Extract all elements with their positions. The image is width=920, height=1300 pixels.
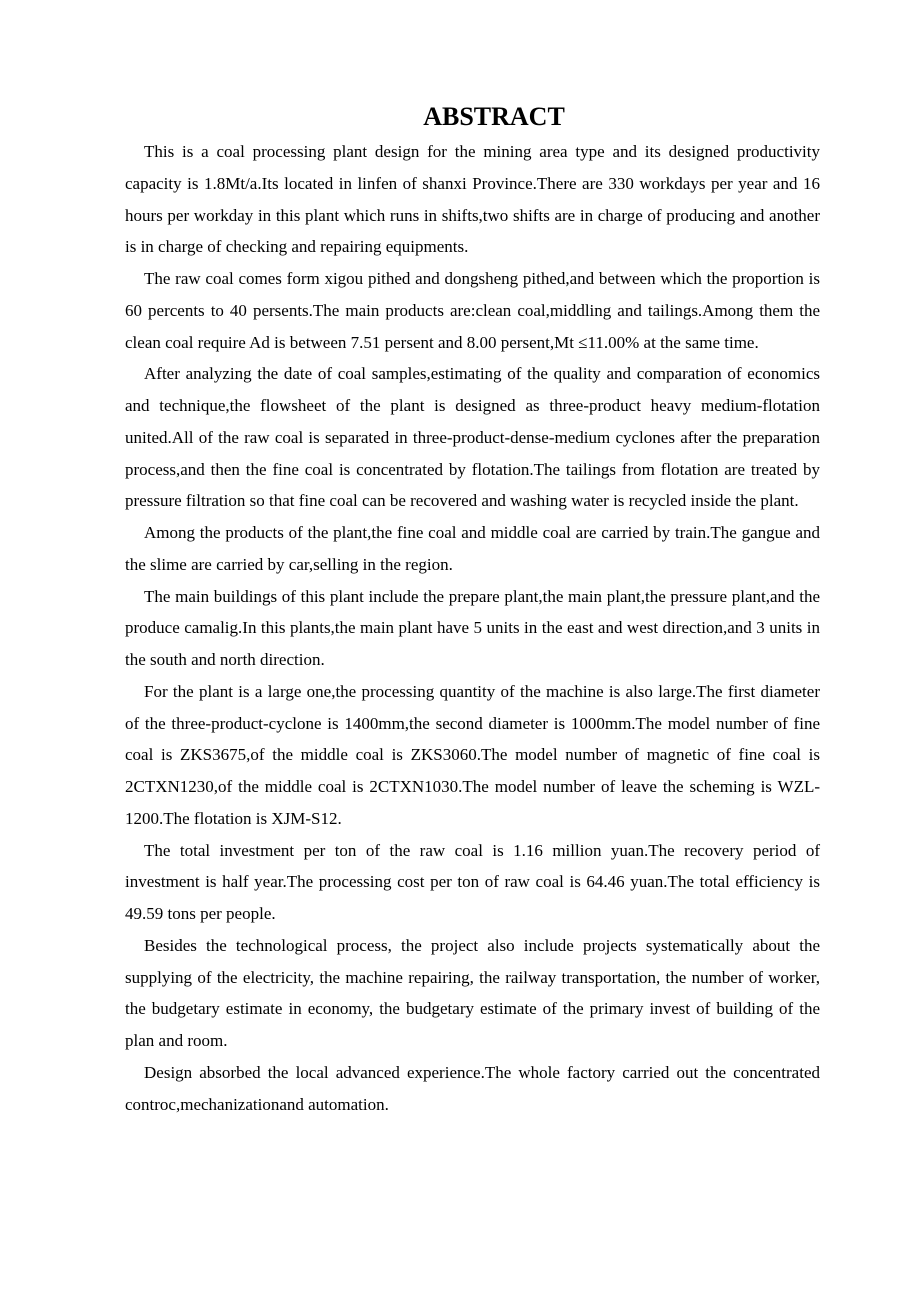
paragraph-plant-overview: This is a coal processing plant design for the mining area type and its designed productivity capacity is 1.8Mt/a.Its located in linfen of shanxi Province.There are 330 workdays per year and 16 hours per workday in this plant which runs in shifts,two shifts are in charge of producing and another is in charge of checking and repairing equipments.: [125, 142, 820, 257]
paragraph-investment: The total investment per ton of the raw coal is 1.16 million yuan.The recovery period of investment is half year.The processing cost per ton of raw coal is 64.46 yuan.The total efficiency is 49.59 tons per people.: [125, 840, 820, 923]
paragraph-products-transport: Among the products of the plant,the fine coal and middle coal are carried by train.The gangue and the slime are carried by car,selling in the region.: [125, 523, 820, 574]
abstract-body: [125, 136, 820, 1120]
abstract-title: ABSTRACT: [423, 102, 565, 131]
paragraph-auxiliary-projects: Besides the technological process, the project also include projects systematically about the supplying of the electricity, the machine repairing, the railway transportation, the number of worker, the budgetary estimate in economy, the budgetary estimate of the primary invest of building of the plan and room.: [125, 935, 820, 1050]
paragraph-equipment: For the plant is a large one,the processing quantity of the machine is also large.The first diameter of the three-product-cyclone is 1400mm,the second diameter is 1000mm.The model number of fine coal is ZKS3675,of the middle coal is ZKS3060.The model number of magnetic of fine coal is 2CTXN1230,of the middle coal is 2CTXN1030.The model number of leave the scheming is WZL-1200.The flotation is XJM-S12.: [125, 681, 820, 828]
paragraph-main-buildings: The main buildings of this plant include the prepare plant,the main plant,the pressure plant,and the produce camalig.In this plants,the main plant have 5 units in the east and west direction,and 3 units in the south and north direction.: [125, 586, 820, 669]
paragraph-automation: Design absorbed the local advanced experience.The whole factory carried out the concentrated controc,mechanizationand automation.: [125, 1062, 820, 1114]
paragraph-raw-coal-source: The raw coal comes form xigou pithed and dongsheng pithed,and between which the proportion is 60 percents to 40 persents.The main products are:clean coal,middling and tailings.Among them the clean coal require Ad is between 7.51 persent and 8.00 persent,Mt ≤11.00% at the same time.: [125, 269, 820, 352]
paragraph-flowsheet: After analyzing the date of coal samples,estimating of the quality and comparation of economics and technique,the flowsheet of the plant is designed as three-product heavy medium-flotation united.All of the raw coal is separated in three-product-dense-medium cyclones after the preparation process,and then the fine coal is concentrated by flotation.The tailings from flotation are treated by pressure filtration so that fine coal can be recovered and washing water is recycled inside the plant.: [125, 364, 820, 511]
